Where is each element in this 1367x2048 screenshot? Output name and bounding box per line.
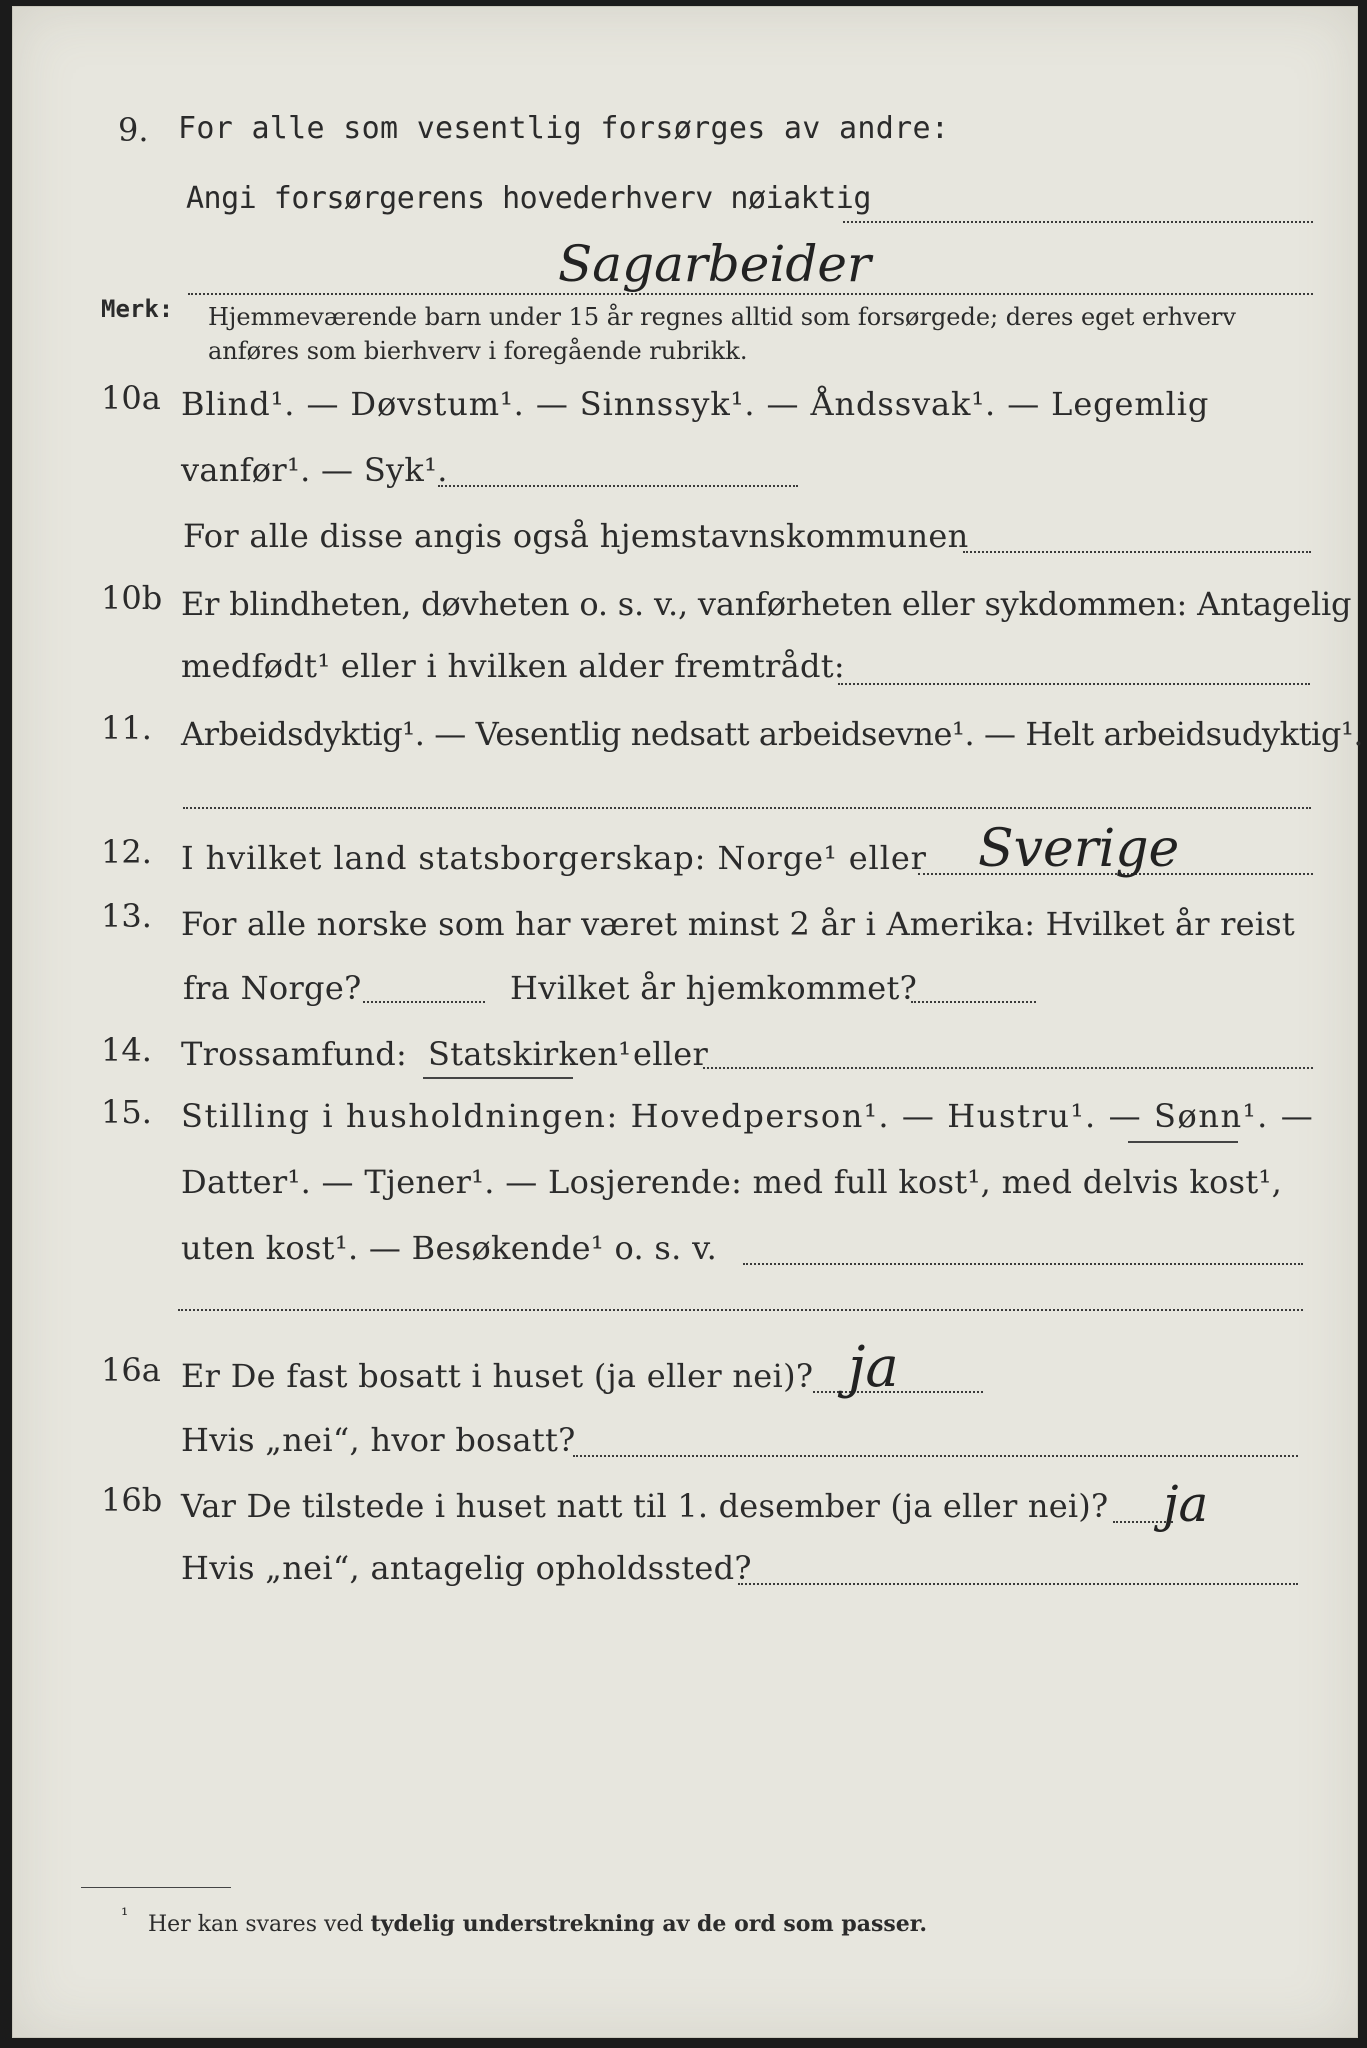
footnote-separator xyxy=(81,1887,231,1888)
q10a-line3: For alle disse angis også hjemstavnskommunen xyxy=(183,517,969,555)
q9-answer-line1 xyxy=(843,221,1313,223)
q15-extra-line xyxy=(178,1309,1303,1311)
q15-line3-answer-line xyxy=(743,1263,1303,1265)
q16b-line2: Hvis „nei“, antagelig opholdssted? xyxy=(181,1549,752,1587)
q11-line1: Arbeidsdyktig¹. — Vesentlig nedsatt arbeidsevne¹. — Helt arbeidsudyktig¹. xyxy=(181,715,1364,753)
q13-line2b: Hvilket år hjemkommet? xyxy=(510,969,918,1007)
q10a-line1: Blind¹. — Døvstum¹. — Sinnssyk¹. — Åndssvak¹. — Legemlig xyxy=(181,385,1210,423)
q10a-syk-line xyxy=(438,485,798,487)
q9-line2: Angi forsørgerens hovederhverv nøiaktig xyxy=(186,181,871,216)
footnote-text xyxy=(148,1911,927,1937)
q12-handwritten-answer: Sverige xyxy=(978,819,1180,879)
q15-sonn-underline xyxy=(1128,1141,1238,1143)
q13-hjemkommet-line xyxy=(911,1001,1036,1003)
q10b-number: 10b xyxy=(101,579,163,617)
q9-answer-line2 xyxy=(188,293,1313,295)
merk-line1: Hjemmeværende barn under 15 år regnes alltid som forsørgede; deres eget erhverv xyxy=(208,303,1236,331)
q11-number: 11. xyxy=(101,709,152,747)
q13-number: 13. xyxy=(101,897,152,935)
q15-line2: Datter¹. — Tjener¹. — Losjerende: med full kost¹, med delvis kost¹, xyxy=(181,1163,1283,1201)
q16a-line1: Er De fast bosatt i huset (ja eller nei)? xyxy=(181,1357,814,1395)
q16b-opholdssted-line xyxy=(738,1583,1298,1585)
q14-line1a: Trossamfund: xyxy=(181,1035,408,1073)
q16b-handwritten-answer: ja xyxy=(1163,1475,1209,1533)
q12-line1: I hvilket land statsborgerskap: Norge¹ eller xyxy=(181,839,927,877)
q14-answer-line xyxy=(703,1067,1313,1069)
q10a-line2: vanfør¹. — Syk¹. xyxy=(181,451,448,489)
q13-reist-line xyxy=(363,1001,485,1003)
census-form-page xyxy=(12,6,1364,2038)
q16a-line2: Hvis „nei“, hvor bosatt? xyxy=(181,1421,576,1459)
q10b-line2: medfødt¹ eller i hvilken alder fremtrådt: xyxy=(181,647,845,685)
q16a-bosatt-line xyxy=(573,1455,1298,1457)
q9-number: 9. xyxy=(118,111,149,149)
q15-line3: uten kost¹. — Besøkende¹ o. s. v. xyxy=(181,1229,718,1267)
q11-answer-line xyxy=(183,807,1311,809)
q14-statskirken-underline xyxy=(423,1077,573,1079)
q14-statskirken: Statskirken¹ xyxy=(428,1035,632,1073)
footnote-marker: ¹ xyxy=(121,1905,129,1926)
q13-line1: For alle norske som har været minst 2 år i Amerika: Hvilket år reist xyxy=(181,905,1295,943)
q16b-number: 16b xyxy=(101,1481,163,1519)
q9-line1: For alle som vesentlig forsørges av andre: xyxy=(178,111,950,146)
q14-line1c: eller xyxy=(633,1035,709,1073)
q16b-line1: Var De tilstede i huset natt til 1. desember (ja eller nei)? xyxy=(181,1487,1109,1525)
q10b-alder-line xyxy=(838,683,1310,685)
merk-line2: anføres som bierhverv i foregående rubrikk. xyxy=(208,337,748,365)
footnote-text-plain: Her kan svares ved xyxy=(148,1912,364,1937)
q13-line2a: fra Norge? xyxy=(183,969,362,1007)
q14-number: 14. xyxy=(101,1031,152,1069)
q9-handwritten-answer: Sagarbeider xyxy=(558,235,871,293)
q10a-hjemstavn-line xyxy=(963,551,1311,553)
q12-number: 12. xyxy=(101,833,152,871)
q10b-line1: Er blindheten, døvheten o. s. v., vanførheten eller sykdommen: Antagelig xyxy=(181,585,1352,623)
q16a-handwritten-answer: ja xyxy=(848,1335,899,1400)
q16a-number: 16a xyxy=(101,1351,161,1389)
merk-label: Merk: xyxy=(101,295,174,323)
footnote-text-bold: tydelig understrekning av de ord som passer. xyxy=(370,1911,928,1937)
q15-line1: Stilling i husholdningen: Hovedperson¹. — Hustru¹. — Sønn¹. — xyxy=(181,1097,1315,1135)
q10a-number: 10a xyxy=(101,379,161,417)
q15-number: 15. xyxy=(101,1093,152,1131)
